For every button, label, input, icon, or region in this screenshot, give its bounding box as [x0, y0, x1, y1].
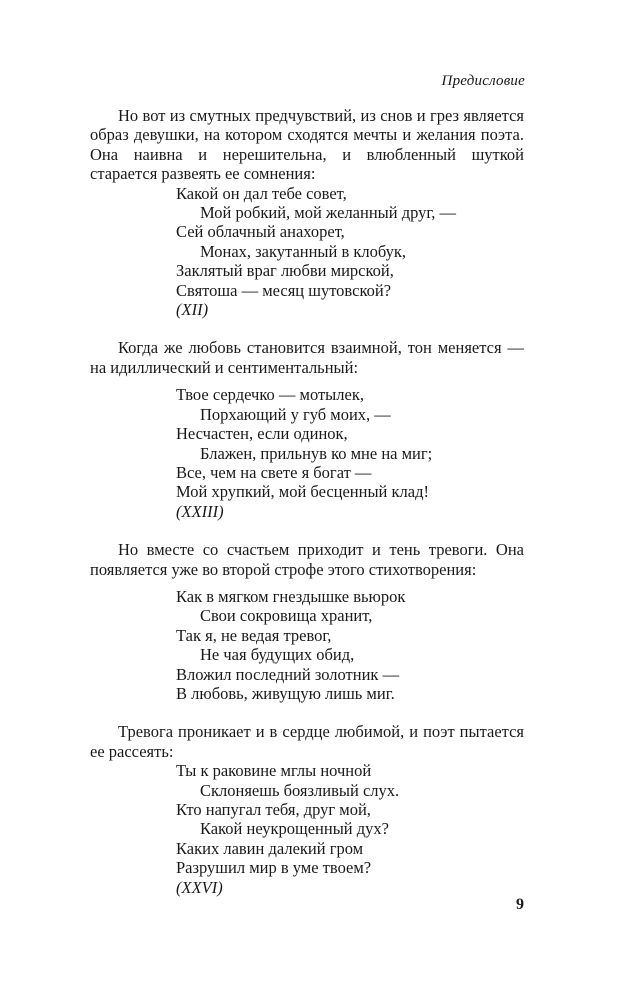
poem-reference: (XXIII) — [176, 501, 224, 521]
page-number: 9 — [516, 896, 524, 913]
poem-line: Свои сокровища хранит, — [200, 606, 373, 626]
poem-3 — [90, 587, 524, 703]
poem-line: Кто напугал тебя, друг мой, — [176, 800, 371, 819]
poem-line: Какой неукрощенный дух? — [200, 819, 389, 839]
poem-line: Разрушил мир в уме твоем? — [176, 858, 372, 878]
page-body — [90, 106, 524, 897]
poem-line: Сей облачный анахорет, — [176, 222, 345, 242]
spacer — [90, 521, 524, 540]
poem-line: Заклятый враг любви мирской, — [176, 261, 394, 281]
poem-line: Все, чем на свете я богат — — [176, 462, 372, 482]
poem-line: Святоша — месяц шутовской? — [176, 280, 392, 300]
paragraph-4: Тревога проникает и в сердце любимой, и поэт пытается ее рассеять: — [90, 722, 524, 761]
poem-reference: (XII) — [176, 300, 209, 320]
poem-line: Блажен, прильнув ко мне на миг; — [200, 443, 433, 463]
poem-line: Ты к раковине мглы ночной — [176, 761, 372, 781]
paragraph-2: Когда же любовь становится взаимной, тон меняется — на идиллический и сентиментальный: — [90, 338, 524, 377]
poem-line: Твое сердечко — мотылек, — [176, 385, 364, 405]
poem-line: В любовь, живущую лишь миг. — [176, 683, 395, 703]
poem-reference: (XXVI) — [176, 877, 223, 897]
running-header: Предисловие — [441, 73, 525, 89]
poem-line: Порхающий у губ моих, — — [200, 404, 391, 424]
poem-line: Так я, не ведая тревог, — [176, 625, 332, 645]
poem-line: Мой робкий, мой желанный друг, — — [200, 203, 457, 223]
paragraph-3: Но вместе со счастьем приходит и тень тревоги. Она появляется уже во второй строфе этого стихотворения: — [90, 540, 524, 579]
poem-line: Несчастен, если одинок, — [176, 424, 348, 444]
poem-4 — [90, 761, 524, 897]
poem-1 — [90, 184, 524, 320]
spacer — [90, 319, 524, 338]
poem-line: Монах, закутанный в клобук, — [200, 241, 407, 261]
poem-line: Как в мягком гнездышке вьюрок — [176, 586, 406, 606]
poem-line: Не чая будущих обид, — [200, 645, 355, 665]
spacer — [90, 703, 524, 722]
paragraph-1: Но вот из смутных предчувствий, из снов и грез является образ девушки, на котором сходятся мечты и желания поэта. Она наивна и нерешительна, и влюбленный шуткой старается развеять ее сомнения: — [90, 106, 524, 184]
poem-line: Каких лавин далекий гром — [176, 838, 364, 858]
spacer — [90, 579, 524, 587]
poem-line: Мой хрупкий, мой бесценный клад! — [176, 482, 429, 502]
spacer — [90, 377, 524, 385]
poem-line: Склоняешь боязливый слух. — [200, 780, 400, 800]
poem-line: Вложил последний золотник — — [176, 664, 400, 684]
poem-2 — [90, 385, 524, 521]
poem-line: Какой он дал тебе совет, — [176, 183, 347, 203]
